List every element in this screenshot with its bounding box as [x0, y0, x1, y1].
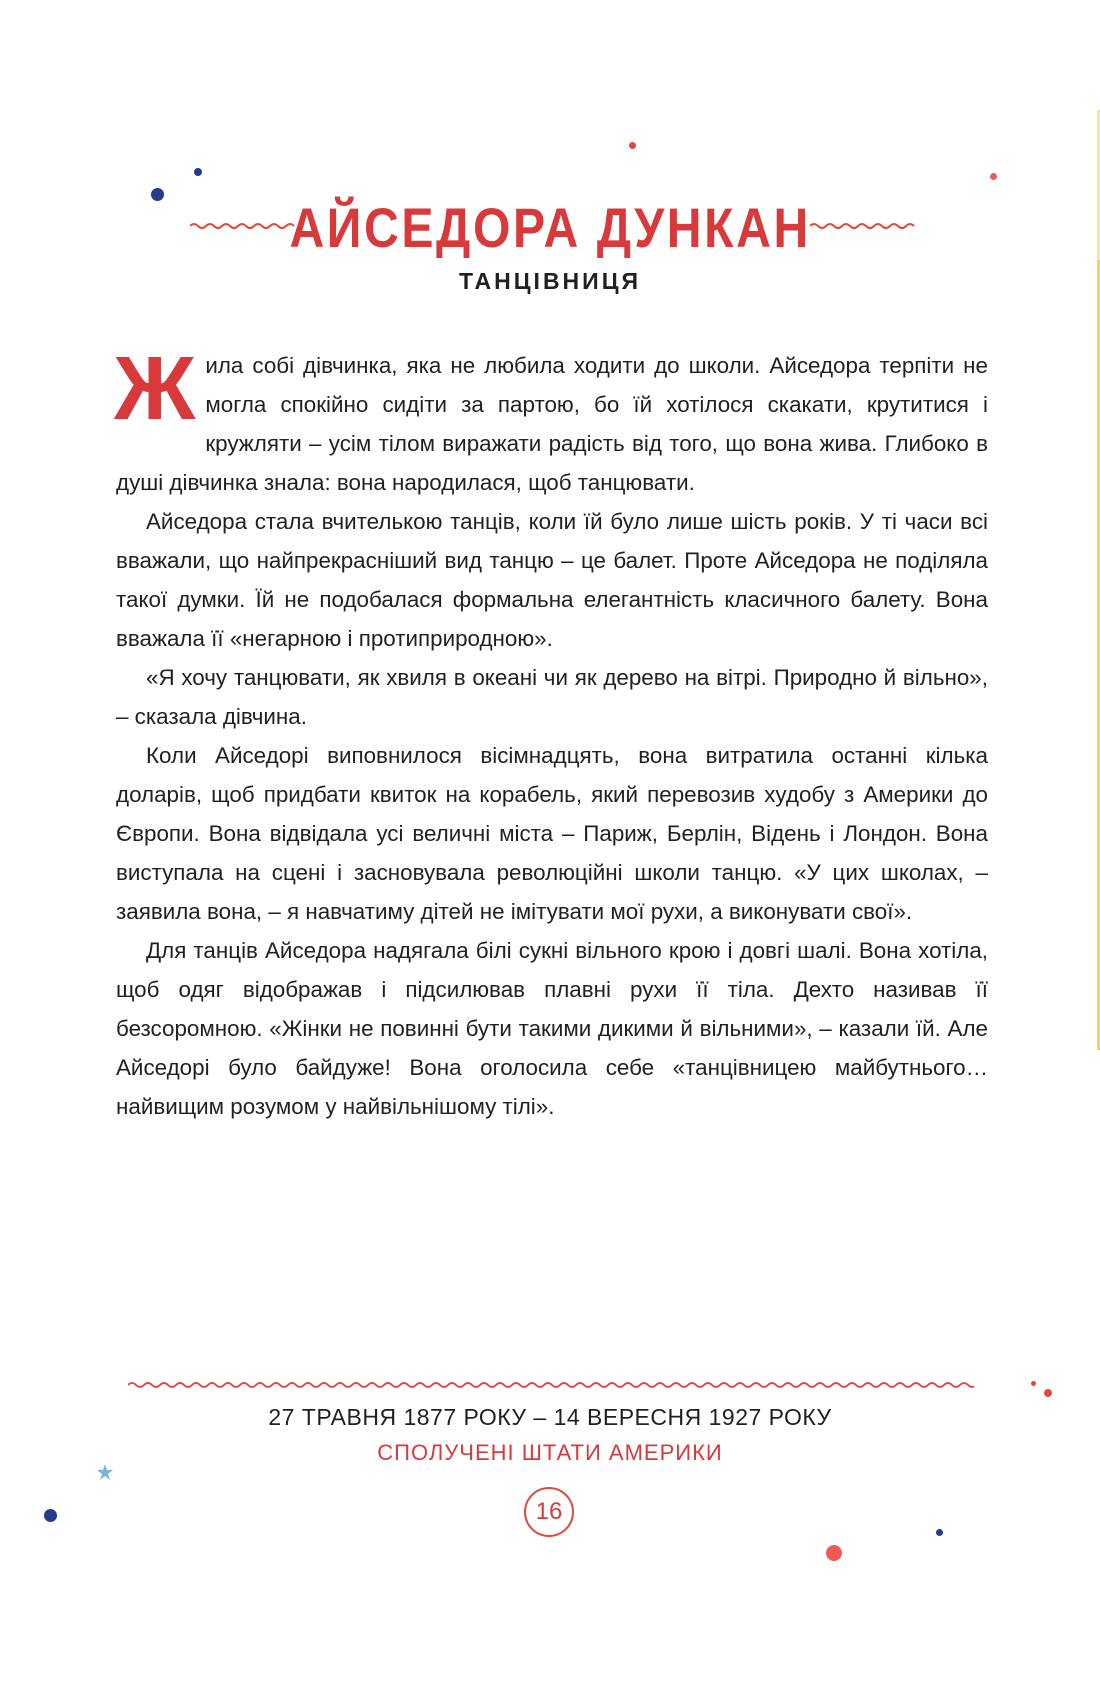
paragraph: Айседора стала вчителькою танців, коли їй було лише шість років. У ті часи всі вважали, що найпрекрасніший вид танцю – це балет. Проте Айседора не поділяла такої думки. Їй не подобалася формальна елегантність класичного балету. Вона вважала її «негарною і протиприродною».: [116, 509, 988, 651]
drop-cap: Ж: [114, 339, 196, 439]
page-subtitle: ТАНЦІВНИЦЯ: [458, 268, 642, 294]
decor-dot: [936, 1529, 943, 1536]
decor-dot: [629, 142, 636, 149]
paragraph: «Я хочу танцювати, як хвиля в океані чи як дерево на вітрі. Природно й вільно», – сказала дівчина.: [116, 665, 988, 729]
decor-dot: [1044, 1389, 1052, 1397]
footer-wave-divider: [128, 1379, 974, 1391]
country: СПОЛУЧЕНІ ШТАТИ АМЕРИКИ: [377, 1440, 723, 1465]
decor-dot: [194, 168, 202, 176]
decor-dot: [44, 1509, 57, 1522]
page-number: 16: [524, 1487, 574, 1537]
paragraph: Коли Айседорі виповнилося вісімнадцять, вона витратила останні кілька доларів, щоб придбати квиток на корабель, який перевозив худобу з Америки до Європи. Вона відвідала усі величні міста – Париж, Берлін, Відень і Лондон. Вона виступала на сцені і засновувала революційні школи танцю. «У цих школах, – заявила вона, – я навчатиму дітей не імітувати мої рухи, а виконувати свої».: [116, 743, 988, 924]
decor-dot: [990, 173, 997, 180]
paragraph: Жила собі дівчинка, яка не любила ходити до школи. Айседора терпіти не могла спокійно сидіти за партою, бо їй хотілося скакати, крутитися і кружляти – усім тілом виражати радість від того, що вона жива. Глибоко в душі дівчинка знала: вона народилася, щоб танцювати.: [114, 339, 988, 495]
decor-dot: [1031, 1381, 1036, 1386]
page-title: АЙСЕДОРА ДУНКАН: [289, 196, 811, 259]
paragraph: Для танців Айседора надягала білі сукні вільного крою і довгі шалі. Вона хотіла, щоб одяг відображав і підсилював плавні рухи її тіла. Дехто називав її безсоромною. «Жінки не повинні бути такими дикими й вільними», – казали їй. Але Айседорі було байдуже! Вона оголосила себе «танцівницею майбутнього… найвищим розумом у найвільнішому тілі».: [116, 938, 988, 1119]
life-dates: 27 ТРАВНЯ 1877 РОКУ – 14 ВЕРЕСНЯ 1927 РОКУ: [268, 1404, 832, 1430]
article-body: [114, 339, 988, 1126]
decor-dot: [826, 1545, 842, 1561]
